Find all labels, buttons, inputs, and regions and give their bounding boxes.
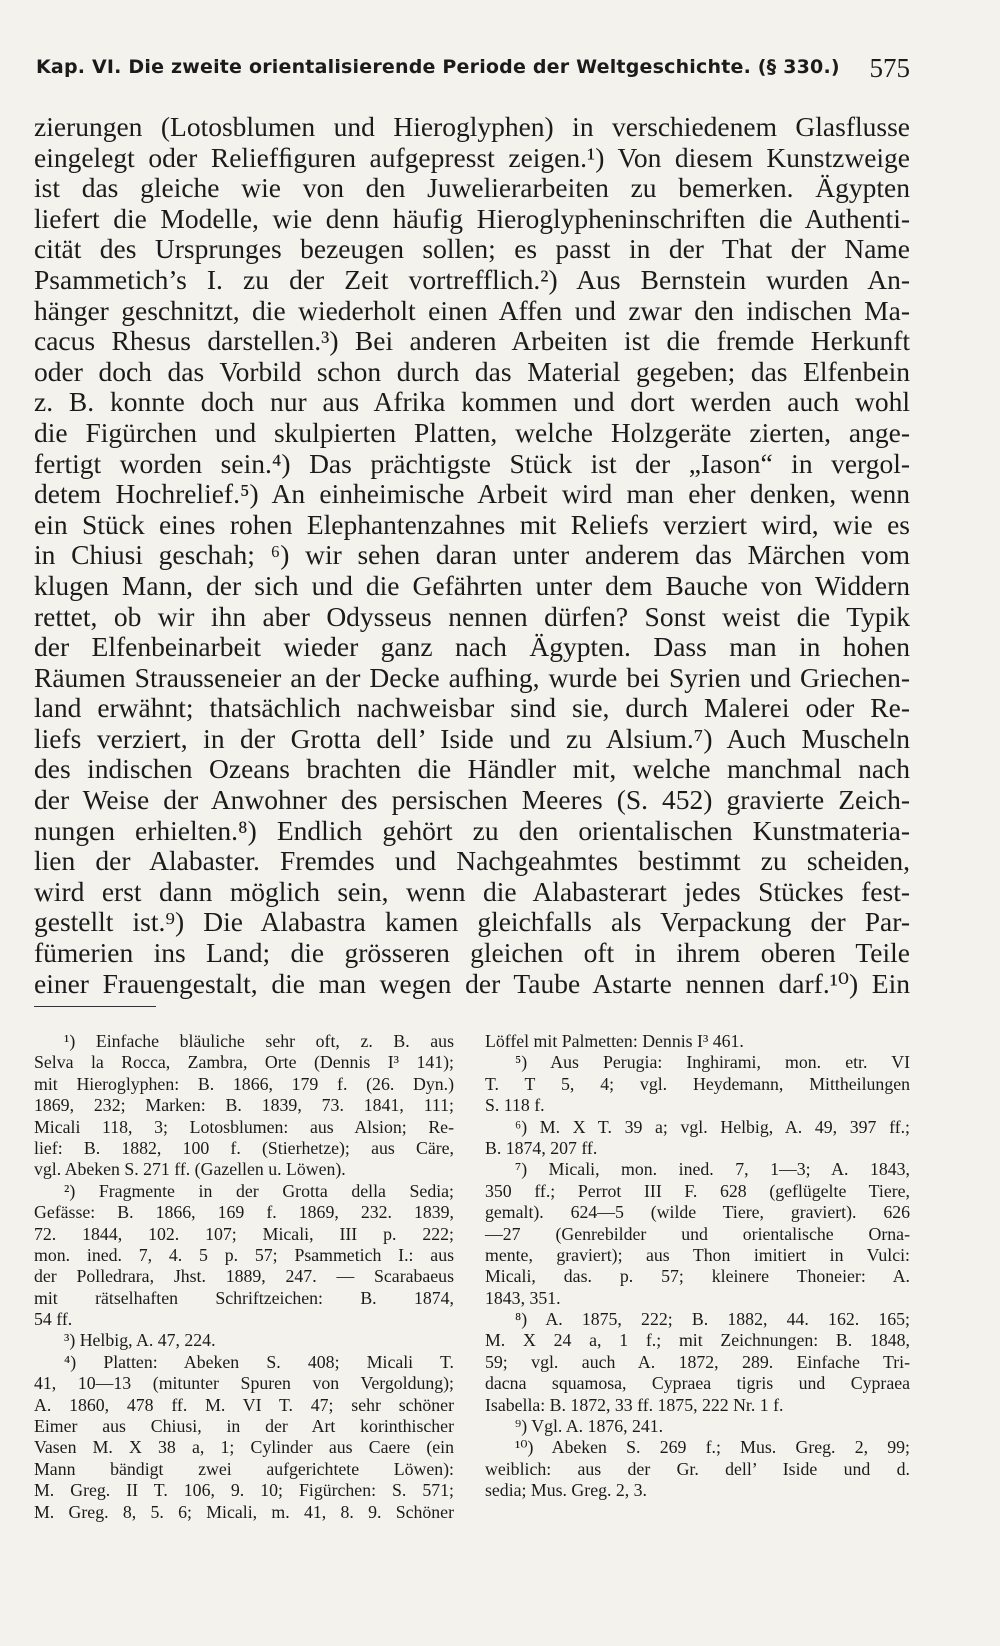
footnote-line: Vasen M. X 38 a, 1; Cylinder aus Caere (ein	[34, 1437, 454, 1458]
text-line: hänger geschnitzt, die wiederholt einen Affen und zwar den indischen Ma-	[34, 294, 910, 326]
text-line: zierungen (Lotosblumen und Hieroglyphen) in verschiedenem Glasflusse	[34, 111, 910, 142]
footnote-line: weiblich: aus der Gr. dell’ Iside und d.	[485, 1458, 910, 1479]
text-line: liefert die Modelle, wie denn häufig Hieroglypheninschriften die Authenti-	[34, 202, 910, 234]
footnote-line: ⁷) Micali, mon. ined. 7, 1—3; A. 1843,	[515, 1159, 910, 1180]
text-line: die Figürchen und skulpierten Platten, welche Holzgeräte zierten, ange-	[34, 416, 910, 448]
text-line: fümerien ins Land; die grösseren gleichen oft in ihrem oberen Teile	[34, 937, 910, 969]
footnote-line: M. X 24 a, 1 f.; mit Zeichnungen: B. 1848,	[485, 1330, 910, 1351]
text-line: der Weise der Anwohner des persischen Meeres (S. 452) gravierte Zeich-	[34, 784, 910, 816]
page-number: 575	[869, 53, 910, 83]
footnote-line: Selva la Rocca, Zambra, Orte (Dennis I³ 141);	[34, 1052, 454, 1073]
text-line: eingelegt oder Reliefﬁguren aufgepresst zeigen.¹) Von diesem Kunstzweige	[34, 141, 910, 173]
footnote-line: 350 ff.; Perrot III F. 628 (geflügelte Tiere,	[485, 1180, 910, 1201]
text-line: der Elfenbeinarbeit wieder ganz nach Ägypten. Dass man in hohen	[34, 631, 910, 663]
text-line: ist das gleiche wie von den Juwelierarbeiten zu bemerken. Ägypten	[34, 172, 910, 204]
footnote-line: mon. ined. 7, 4. 5 p. 57; Psammetich I.: aus	[34, 1244, 454, 1265]
footnote-line: sedia; Mus. Greg. 2, 3.	[485, 1480, 647, 1501]
text-line: ein Stück eines rohen Elephantenzahnes mit Reliefs verziert wird, wie es	[34, 508, 910, 540]
footnotes-right-column	[485, 1031, 910, 1502]
footnote-line: 72. 1844, 102. 107; Micali, III p. 222;	[34, 1223, 454, 1244]
footnote-line: M. Greg. 8, 5. 6; Micali, m. 41, 8. 9. Schöner	[34, 1501, 454, 1522]
footnote-line: der Polledrara, Jhst. 1889, 247. — Scarabaeus	[34, 1266, 454, 1287]
text-line: lien der Alabaster. Fremdes und Nachgeahmtes bestimmt zu scheiden,	[34, 845, 910, 877]
footnote-line: lief: B. 1882, 100 f. (Stierhetze); aus Cäre,	[34, 1137, 454, 1158]
text-line: rettet, ob wir ihn aber Odysseus nennen dürfen? Sonst weist die Typik	[34, 600, 910, 632]
text-line: einer Frauengestalt, die man wegen der Taube Astarte nennen darf.¹⁰) Ein	[34, 967, 910, 999]
footnote-line: S. 118 f.	[485, 1095, 545, 1116]
footnote-line: 59; vgl. auch A. 1872, 289. Einfache Tri-	[485, 1351, 910, 1372]
main-text	[34, 112, 910, 999]
text-line: detem Hochrelief.⁵) An einheimische Arbeit wird man eher denken, wenn	[34, 478, 910, 510]
text-line: land erwähnt; thatsächlich nachweisbar sind sie, durch Malerei oder Re-	[34, 692, 910, 724]
footnote-line: 54 ff.	[34, 1309, 73, 1330]
text-line: oder doch das Vorbild schon durch das Material gegeben; das Elfenbein	[34, 355, 910, 387]
footnote-line: Micali 118, 3; Lotosblumen: aus Alsion; Re-	[34, 1116, 454, 1137]
running-header	[36, 53, 910, 90]
footnote-line: ⁴) Platten: Abeken S. 408; Micali T.	[64, 1351, 454, 1372]
text-line: nungen erhielten.⁸) Endlich gehört zu den orientalischen Kunstmateria-	[34, 814, 910, 846]
footnote-line: ⁶) M. X T. 39 a; vgl. Helbig, A. 49, 397 ff.;	[515, 1116, 910, 1137]
footnote-line: 1869, 232; Marken: B. 1839, 73. 1841, 111;	[34, 1095, 454, 1116]
footnote-line: Mann bändigt zwei aufgerichtete Löwen):	[34, 1458, 454, 1479]
text-line: z. B. konnte doch nur aus Afrika kommen und dort werden auch wohl	[34, 386, 910, 418]
footnote-line: 41, 10—13 (mitunter Spuren von Vergoldung);	[34, 1373, 454, 1394]
footnote-divider	[34, 1006, 156, 1007]
text-line: fertigt worden sein.⁴) Das prächtigste Stück ist der „Iason“ in vergol-	[34, 447, 910, 479]
footnote-line: mente, graviert); aus Thon imitiert in Vulci:	[485, 1244, 910, 1265]
footnote-line: gemalt). 624—5 (wilde Tiere, graviert). 626	[485, 1202, 910, 1223]
text-line: klugen Mann, der sich und die Gefährten unter dem Bauche von Widdern	[34, 569, 910, 601]
footnote-line: ²) Fragmente in der Grotta della Sedia;	[64, 1180, 454, 1201]
footnote-line: Löffel mit Palmetten: Dennis I³ 461.	[485, 1031, 744, 1051]
footnote-line: A. 1860, 478 ff. M. VI T. 47; sehr schöner	[34, 1394, 454, 1415]
text-line: wird erst dann möglich sein, wenn die Alabasterart jedes Stückes fest-	[34, 875, 910, 907]
text-line: Psammetich’s I. zu der Zeit vortrefflich.²) Aus Bernstein wurden An-	[34, 263, 910, 295]
footnote-line: ⁸) A. 1875, 222; B. 1882, 44. 162. 165;	[515, 1309, 910, 1330]
footnotes-left-column	[34, 1031, 454, 1523]
footnote-line: dacna squamosa, Cypraea tigris und Cypraea	[485, 1373, 910, 1394]
text-line: liefs verziert, in der Grotta dell’ Iside und zu Alsium.⁷) Auch Muscheln	[34, 722, 910, 754]
text-line: des indischen Ozeans brachten die Händler mit, welche manchmal nach	[34, 753, 910, 785]
footnote-line: T. T 5, 4; vgl. Heydemann, Mittheilungen	[485, 1073, 910, 1094]
footnote-line: Eimer aus Chiusi, in der Art korinthischer	[34, 1416, 454, 1437]
footnote-line: ⁹) Vgl. A. 1876, 241.	[515, 1416, 664, 1437]
text-line: cacus Rhesus darstellen.³) Bei anderen Arbeiten ist die fremde Herkunft	[34, 325, 910, 357]
chapter-title: Kap. VI. Die zweite orientalisierende Periode der Weltgeschichte. (§ 330.)	[36, 56, 840, 78]
footnote-line: ⁵) Aus Perugia: Inghirami, mon. etr. VI	[515, 1052, 910, 1073]
footnote-line: mit rätselhaften Schriftzeichen: B. 1874,	[34, 1287, 454, 1308]
footnote-line: M. Greg. II T. 106, 9. 10; Figürchen: S. 571;	[34, 1480, 454, 1501]
footnote-line: —27 (Genrebilder und orientalische Orna-	[485, 1223, 910, 1244]
footnote-line: mit Hieroglyphen: B. 1866, 179 f. (26. Dyn.)	[34, 1073, 454, 1094]
text-line: Räumen Strausseneier an der Decke aufhing, wurde bei Syrien und Griechen-	[34, 661, 910, 693]
text-line: in Chiusi geschah; ⁶) wir sehen daran unter anderem das Märchen vom	[34, 539, 910, 571]
footnote-line: ³) Helbig, A. 47, 224.	[64, 1330, 216, 1351]
footnote-line: Gefässe: B. 1866, 169 f. 1869, 232. 1839,	[34, 1202, 454, 1223]
text-line: gestellt ist.⁹) Die Alabastra kamen gleichfalls als Verpackung der Par-	[34, 906, 910, 938]
footnote-line: Isabella: B. 1872, 33 ff. 1875, 222 Nr. 1 f.	[485, 1394, 784, 1415]
footnote-line: ¹) Einfache bläuliche sehr oft, z. B. aus	[64, 1031, 454, 1051]
footnote-line: Micali, das. p. 57; kleinere Thoneier: A.	[485, 1266, 910, 1287]
footnote-line: ¹⁰) Abeken S. 269 f.; Mus. Greg. 2, 99;	[515, 1437, 910, 1458]
footnote-line: B. 1874, 207 ff.	[485, 1137, 598, 1158]
footnote-line: 1843, 351.	[485, 1287, 561, 1308]
text-line: cität des Ursprunges bezeugen sollen; es passt in der That der Name	[34, 233, 910, 265]
footnote-line: vgl. Abeken S. 271 ff. (Gazellen u. Löwen).	[34, 1159, 346, 1180]
